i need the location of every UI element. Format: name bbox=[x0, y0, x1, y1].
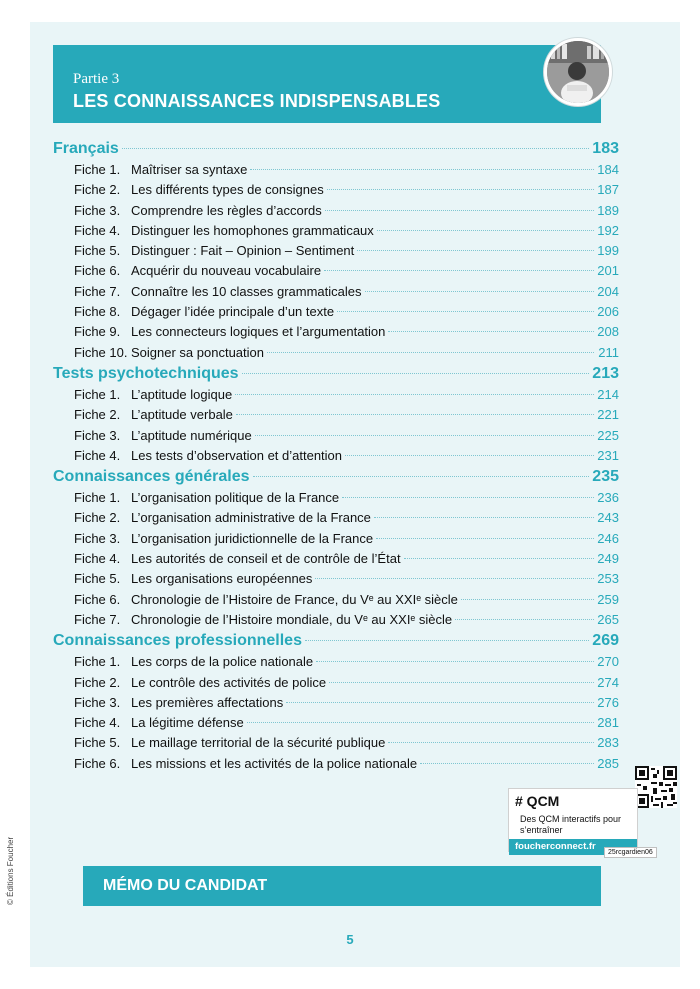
toc-item-row[interactable] bbox=[53, 490, 619, 510]
dot-leader bbox=[455, 619, 594, 620]
toc-item-number: Fiche 6. bbox=[74, 263, 121, 279]
qcm-hash-label: # QCM bbox=[515, 793, 560, 809]
toc-section-title: Tests psychotechniques bbox=[53, 364, 239, 382]
dot-leader bbox=[404, 558, 594, 559]
dot-leader bbox=[374, 517, 594, 518]
toc-item-row[interactable] bbox=[53, 695, 619, 715]
part-title: LES CONNAISSANCES INDISPENSABLES bbox=[73, 91, 441, 111]
toc-item-row[interactable] bbox=[53, 510, 619, 530]
toc-item-row[interactable] bbox=[53, 304, 619, 324]
dot-leader bbox=[250, 169, 594, 170]
copyright-notice: © Éditions Foucher bbox=[6, 836, 15, 905]
toc-item-row[interactable] bbox=[53, 263, 619, 283]
toc-page-number: 283 bbox=[597, 735, 619, 751]
toc-item-title: Les organisations européennes bbox=[131, 571, 313, 587]
dot-leader bbox=[345, 455, 594, 456]
toc-item-row[interactable] bbox=[53, 612, 619, 632]
toc-page-number: 259 bbox=[597, 591, 619, 607]
toc-item-number: Fiche 4. bbox=[74, 551, 121, 567]
toc-item-row[interactable] bbox=[53, 756, 619, 776]
toc-item-row[interactable] bbox=[53, 551, 619, 571]
toc-item-number: Fiche 6. bbox=[74, 755, 121, 771]
toc-section-title: Connaissances professionnelles bbox=[53, 632, 302, 650]
toc-section-title: Français bbox=[53, 140, 119, 157]
qcm-card bbox=[508, 788, 638, 852]
toc-item-row[interactable] bbox=[53, 182, 619, 202]
toc-item-number: Fiche 7. bbox=[74, 611, 121, 627]
toc-item-title: Chronologie de l’Histoire mondiale, du Vᵉ au XXIᵉ siècle bbox=[131, 611, 453, 627]
toc-item-row[interactable] bbox=[53, 571, 619, 591]
toc-item-number: Fiche 10. bbox=[74, 344, 128, 360]
toc-page-number: 269 bbox=[592, 632, 619, 650]
toc-item-number: Fiche 3. bbox=[74, 427, 121, 443]
dot-leader bbox=[357, 250, 594, 251]
toc-item-row[interactable] bbox=[53, 324, 619, 344]
toc-section-row[interactable] bbox=[53, 632, 619, 654]
toc-page-number: 243 bbox=[597, 510, 619, 526]
toc-item-row[interactable] bbox=[53, 345, 619, 365]
toc-item-number: Fiche 1. bbox=[74, 490, 121, 506]
toc-item-title: Distinguer les homophones grammaticaux bbox=[131, 222, 374, 238]
dot-leader bbox=[325, 210, 594, 211]
toc-page-number: 274 bbox=[597, 674, 619, 690]
toc-item-row[interactable] bbox=[53, 387, 619, 407]
toc-item-number: Fiche 7. bbox=[74, 283, 121, 299]
toc-item-title: Les connecteurs logiques et l’argumentation bbox=[131, 324, 386, 340]
toc-item-title: Connaître les 10 classes grammaticales bbox=[131, 283, 362, 299]
toc-item-title: L’organisation administrative de la France bbox=[131, 510, 371, 526]
toc-item-row[interactable] bbox=[53, 162, 619, 182]
toc-item-number: Fiche 5. bbox=[74, 571, 121, 587]
toc-item-title: L’aptitude verbale bbox=[131, 407, 233, 423]
toc-item-title: Les missions et les activités de la police nationale bbox=[131, 755, 418, 771]
toc-page-number: 285 bbox=[597, 755, 619, 771]
toc-item-title: L’aptitude numérique bbox=[131, 427, 252, 443]
qcm-access-code: 25rcgardien06 bbox=[604, 847, 657, 858]
toc-item-number: Fiche 2. bbox=[74, 674, 121, 690]
toc-page-number: 276 bbox=[597, 694, 619, 710]
table-of-contents bbox=[53, 140, 619, 776]
toc-item-number: Fiche 1. bbox=[74, 654, 121, 670]
dot-leader bbox=[337, 311, 594, 312]
dot-leader bbox=[388, 331, 594, 332]
dot-leader bbox=[242, 373, 590, 374]
toc-item-title: Les différents types de consignes bbox=[131, 182, 324, 198]
toc-page-number: 246 bbox=[597, 530, 619, 546]
toc-item-title: Le contrôle des activités de police bbox=[131, 674, 327, 690]
toc-item-number: Fiche 8. bbox=[74, 304, 121, 320]
toc-item-title: L’aptitude logique bbox=[131, 386, 233, 402]
toc-item-number: Fiche 3. bbox=[74, 694, 121, 710]
toc-item-title: L’organisation politique de la France bbox=[131, 490, 340, 506]
toc-section-title: Connaissances générales bbox=[53, 468, 250, 486]
dot-leader bbox=[329, 682, 594, 683]
toc-page-number: 281 bbox=[597, 715, 619, 731]
toc-item-row[interactable] bbox=[53, 284, 619, 304]
toc-item-number: Fiche 5. bbox=[74, 735, 121, 751]
toc-item-row[interactable] bbox=[53, 243, 619, 263]
dot-leader bbox=[461, 599, 594, 600]
toc-item-row[interactable] bbox=[53, 407, 619, 427]
portrait-photo bbox=[544, 38, 612, 106]
toc-page-number: 183 bbox=[592, 140, 619, 157]
toc-page-number: 231 bbox=[597, 447, 619, 463]
dot-leader bbox=[305, 640, 589, 641]
toc-item-title: Les autorités de conseil et de contrôle de l’État bbox=[131, 551, 401, 567]
toc-page-number: 225 bbox=[597, 427, 619, 443]
toc-page-number: 253 bbox=[597, 571, 619, 587]
toc-item-number: Fiche 5. bbox=[74, 243, 121, 259]
memo-banner bbox=[83, 866, 601, 906]
dot-leader bbox=[236, 414, 594, 415]
toc-item-row[interactable] bbox=[53, 531, 619, 551]
toc-page-number: 201 bbox=[597, 263, 619, 279]
dot-leader bbox=[286, 702, 594, 703]
toc-page-number: 187 bbox=[597, 182, 619, 198]
toc-item-number: Fiche 2. bbox=[74, 510, 121, 526]
toc-item-title: Distinguer : Fait – Opinion – Sentiment bbox=[131, 243, 355, 259]
toc-item-row[interactable] bbox=[53, 448, 619, 468]
toc-item-number: Fiche 9. bbox=[74, 324, 121, 340]
qcm-promo-box[interactable] bbox=[508, 788, 653, 868]
toc-item-row[interactable] bbox=[53, 592, 619, 612]
toc-item-number: Fiche 2. bbox=[74, 407, 121, 423]
toc-item-number: Fiche 1. bbox=[74, 386, 121, 402]
toc-item-title: Chronologie de l’Histoire de France, du Vᵉ au XXIᵉ siècle bbox=[131, 591, 458, 607]
toc-item-number: Fiche 3. bbox=[74, 530, 121, 546]
toc-item-number: Fiche 4. bbox=[74, 447, 121, 463]
toc-section-row[interactable] bbox=[53, 365, 619, 387]
dot-leader bbox=[122, 148, 589, 149]
toc-item-title: Le maillage territorial de la sécurité publique bbox=[131, 735, 386, 751]
portrait-image bbox=[547, 41, 609, 103]
dot-leader bbox=[327, 189, 594, 190]
toc-page-number: 211 bbox=[598, 344, 619, 360]
toc-page-number: 213 bbox=[592, 364, 619, 382]
toc-item-row[interactable] bbox=[53, 735, 619, 755]
dot-leader bbox=[316, 661, 594, 662]
toc-item-title: Maîtriser sa syntaxe bbox=[131, 162, 248, 177]
toc-item-row[interactable] bbox=[53, 675, 619, 695]
dot-leader bbox=[377, 230, 594, 231]
toc-item-number: Fiche 1. bbox=[74, 162, 121, 177]
dot-leader bbox=[388, 742, 594, 743]
toc-page-number: 192 bbox=[597, 222, 619, 238]
dot-leader bbox=[255, 435, 594, 436]
toc-page-number: 270 bbox=[597, 654, 619, 670]
toc-page-number: 189 bbox=[597, 202, 619, 218]
toc-page-number: 208 bbox=[597, 324, 619, 340]
part-banner bbox=[53, 45, 601, 123]
dot-leader bbox=[267, 352, 594, 353]
toc-page-number: 199 bbox=[597, 243, 619, 259]
toc-item-number: Fiche 4. bbox=[74, 715, 121, 731]
dot-leader bbox=[365, 291, 595, 292]
memo-title: MÉMO DU CANDIDAT bbox=[103, 877, 268, 894]
dot-leader bbox=[235, 394, 594, 395]
toc-item-number: Fiche 6. bbox=[74, 591, 121, 607]
toc-item-title: L’organisation juridictionnelle de la France bbox=[131, 530, 374, 546]
dot-leader bbox=[420, 763, 594, 764]
toc-item-title: Acquérir du nouveau vocabulaire bbox=[131, 263, 322, 279]
dot-leader bbox=[342, 497, 594, 498]
toc-page-number: 235 bbox=[592, 468, 619, 486]
toc-page-number: 214 bbox=[597, 386, 619, 402]
toc-item-number: Fiche 4. bbox=[74, 222, 121, 238]
dot-leader bbox=[253, 476, 590, 477]
toc-page-number: 249 bbox=[597, 551, 619, 567]
dot-leader bbox=[315, 578, 594, 579]
toc-item-title: Comprendre les règles d’accords bbox=[131, 202, 322, 218]
toc-section-row[interactable] bbox=[53, 140, 619, 162]
toc-item-title: Les tests d’observation et d’attention bbox=[131, 447, 343, 463]
dot-leader bbox=[376, 538, 594, 539]
toc-item-row[interactable] bbox=[53, 223, 619, 243]
qcm-url-link[interactable]: foucherconnect.fr bbox=[509, 839, 637, 855]
toc-page-number: 206 bbox=[597, 304, 619, 320]
page-number: 5 bbox=[346, 932, 354, 947]
toc-item-title: La légitime défense bbox=[131, 715, 244, 731]
part-label: Partie 3 bbox=[73, 71, 120, 87]
toc-item-title: Les premières affectations bbox=[131, 694, 284, 710]
toc-section-row[interactable] bbox=[53, 468, 619, 490]
dot-leader bbox=[247, 722, 594, 723]
toc-page-number: 265 bbox=[597, 611, 619, 627]
toc-page-number: 204 bbox=[597, 283, 619, 299]
toc-item-title: Les corps de la police nationale bbox=[131, 654, 314, 670]
toc-page-number: 184 bbox=[597, 162, 619, 177]
toc-page-number: 236 bbox=[597, 490, 619, 506]
toc-item-row[interactable] bbox=[53, 428, 619, 448]
toc-item-number: Fiche 3. bbox=[74, 202, 121, 218]
toc-item-title: Dégager l’idée principale d’un texte bbox=[131, 304, 335, 320]
toc-item-number: Fiche 2. bbox=[74, 182, 121, 198]
dot-leader bbox=[324, 270, 594, 271]
toc-item-row[interactable] bbox=[53, 203, 619, 223]
qcm-description: Des QCM interactifs pour s’entraîner bbox=[520, 814, 622, 835]
toc-item-row[interactable] bbox=[53, 715, 619, 735]
toc-item-row[interactable] bbox=[53, 654, 619, 674]
toc-item-title: Soigner sa ponctuation bbox=[131, 344, 264, 360]
toc-page-number: 221 bbox=[597, 407, 619, 423]
